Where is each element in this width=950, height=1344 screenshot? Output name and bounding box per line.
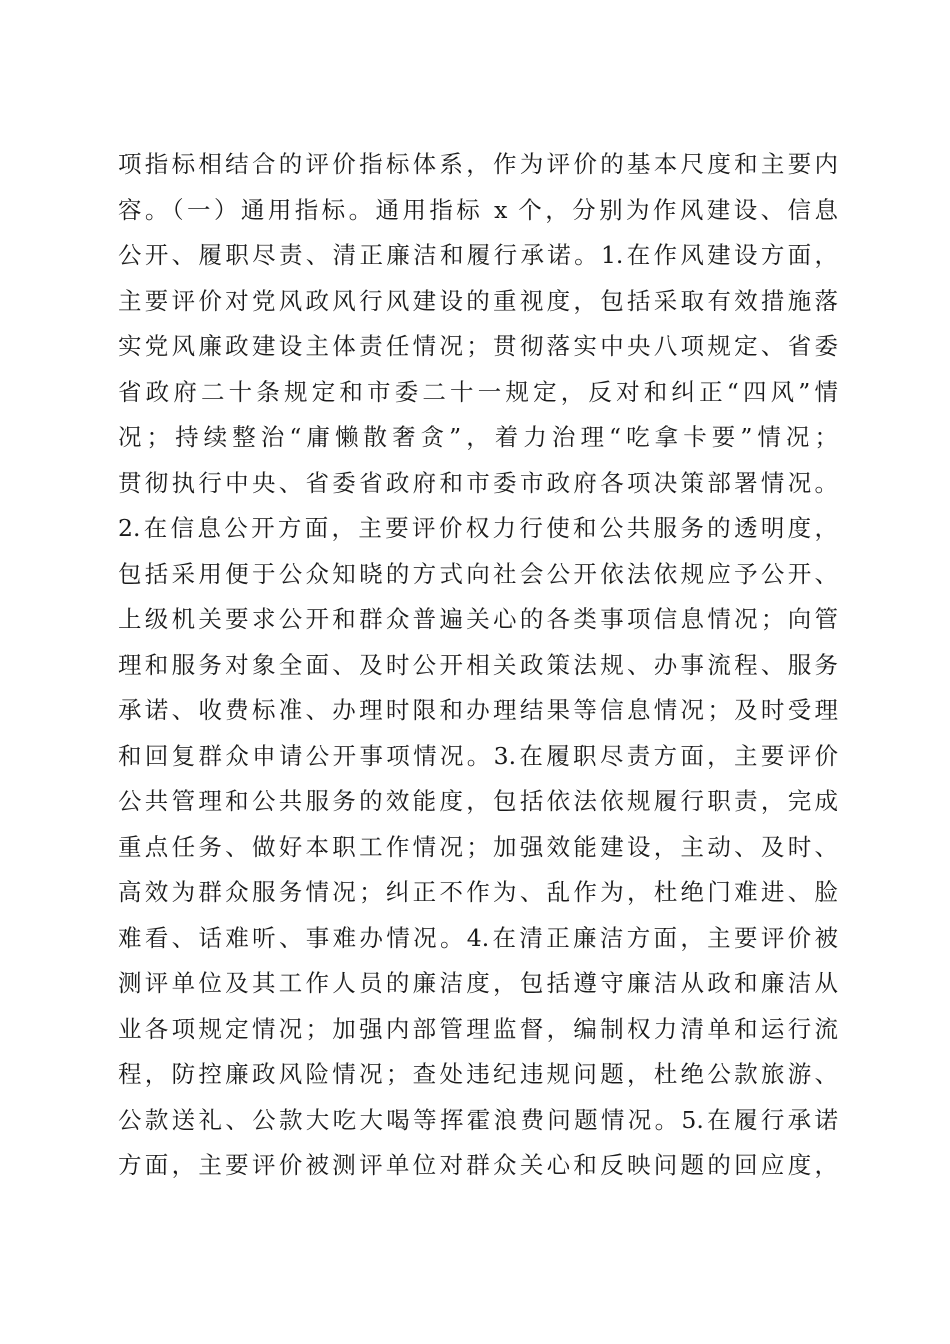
text-line-2: 容。（一）通用指标。通用指标 x 个，分别为作风建设、信息 — [118, 195, 838, 224]
text-line-20: 业各项规定情况；加强内部管理监督，编制权力清单和运行流 — [118, 1014, 838, 1043]
text-line-5: 实党风廉政建设主体责任情况；贯彻落实中央八项规定、省委 — [118, 332, 838, 360]
text-line-21: 程，防控廉政风险情况；查处违纪违规问题，杜绝公款旅游、 — [118, 1060, 838, 1088]
text-line-8: 贯彻执行中央、省委省政府和市委市政府各项决策部署情况。 — [118, 468, 838, 497]
text-line-18: 难看、话难听、事难办情况。4.在清正廉洁方面，主要评价被 — [118, 923, 838, 952]
text-line-4: 主要评价对党风政风行风建设的重视度，包括采取有效措施落 — [118, 286, 838, 315]
body-text — [118, 142, 838, 1189]
text-line-3: 公开、履职尽责、清正廉洁和履行承诺。1.在作风建设方面， — [118, 241, 838, 269]
text-line-9: 2.在信息公开方面，主要评价权力行使和公共服务的透明度， — [118, 514, 838, 542]
text-line-10: 包括采用便于公众知晓的方式向社会公开依法依规应予公开、 — [118, 559, 838, 588]
text-line-7: 况；持续整治“庸懒散奢贪”，着力治理“吃拿卡要”情况； — [118, 423, 838, 451]
text-line-16: 重点任务、做好本职工作情况；加强效能建设，主动、及时、 — [118, 832, 838, 861]
text-line-22: 公款送礼、公款大吃大喝等挥霍浪费问题情况。5.在履行承诺 — [118, 1105, 838, 1134]
text-line-1: 项指标相结合的评价指标体系，作为评价的基本尺度和主要内 — [118, 150, 838, 178]
text-line-23: 方面，主要评价被测评单位对群众关心和反映问题的回应度， — [118, 1151, 838, 1179]
text-line-11: 上级机关要求公开和群众普遍关心的各类事项信息情况；向管 — [118, 605, 838, 633]
text-line-15: 公共管理和公共服务的效能度，包括依法依规履行职责，完成 — [118, 787, 838, 815]
text-line-19: 测评单位及其工作人员的廉洁度，包括遵守廉洁从政和廉洁从 — [118, 969, 838, 997]
text-line-6: 省政府二十条规定和市委二十一规定，反对和纠正“四风”情 — [118, 377, 838, 406]
text-line-12: 理和服务对象全面、及时公开相关政策法规、办事流程、服务 — [118, 650, 838, 679]
text-line-14: 和回复群众申请公开事项情况。3.在履职尽责方面，主要评价 — [118, 741, 838, 770]
text-line-17: 高效为群众服务情况；纠正不作为、乱作为，杜绝门难进、脸 — [118, 878, 838, 906]
text-line-13: 承诺、收费标准、办理时限和办理结果等信息情况；及时受理 — [118, 696, 838, 724]
